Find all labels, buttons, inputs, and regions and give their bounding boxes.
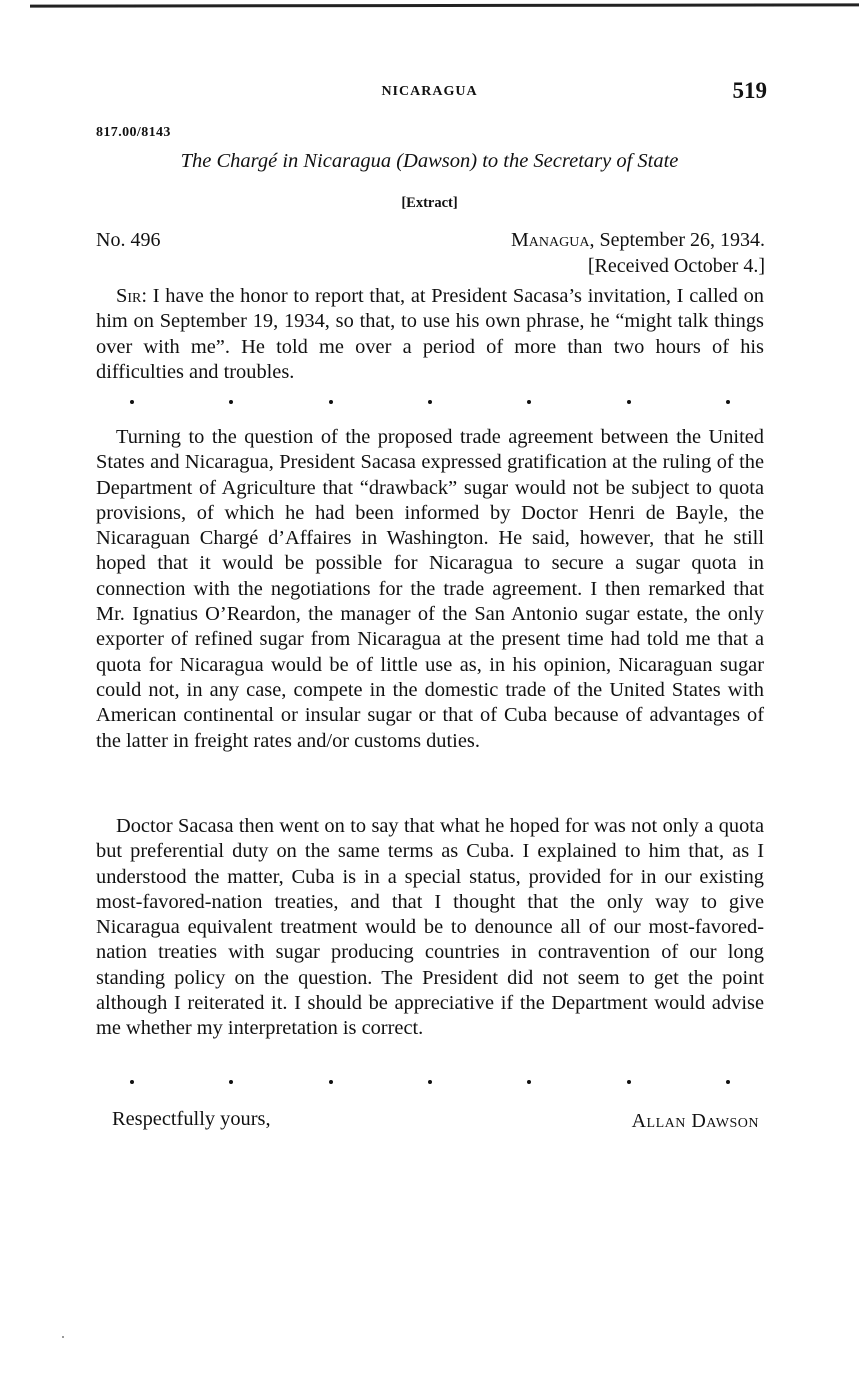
ellipsis-dot [428, 400, 432, 404]
ellipsis-dot [229, 1080, 233, 1084]
extract-note: [Extract] [401, 195, 458, 211]
page-number: 519 [732, 78, 767, 103]
paragraph-2: Turning to the question of the proposed trade agreement between the United States and Nicaragua, President Sacasa expressed gratification at the ruling of the Department of Agriculture that “drawback” sugar would not be subject to quota provisions, of which he had been informed by Doctor Henri de Bayle, the Nicaraguan Chargé d’Affaires in Washington. He said, however, that he still hoped that it would be possible for Nicaragua to secure a sugar quota in connection with the negotiations for the trade agreement. I then remarked that Mr. Ignatius O’Reardon, the manager of the San Antonio sugar estate, the only exporter of refined sugar from Nicaragua at the present time had told me that a quota for Nicaragua would be of little use as, in his opinion, Nicaraguan sugar could not, in any case, compete in the domestic trade of the United States with American continental or insular sugar or that of Cuba because of advantages of the latter in freight rates and/or customs duties. [96, 426, 764, 752]
ellipsis-dot [527, 1080, 531, 1084]
ellipsis-dot [329, 1080, 333, 1084]
ellipsis-dot [627, 1080, 631, 1084]
signature-name: Allan Dawson [631, 1110, 759, 1132]
ellipsis-dot [229, 400, 233, 404]
top-rule [30, 3, 859, 7]
paragraph-1 [96, 284, 764, 385]
document-title: The Chargé in Nicaragua (Dawson) to the Secretary of State [180, 150, 679, 172]
dateline-date: , September 26, 1934. [589, 229, 765, 251]
ellipsis-dot [627, 400, 631, 404]
ellipsis-dot [329, 400, 333, 404]
dateline-place: Managua [511, 229, 590, 251]
paragraph-3: Doctor Sacasa then went on to say that what he hoped for was not only a quota but preferential duty on the same terms as Cuba. I explained to him that, as I understood the matter, Cuba is in a special status, provided for in our existing most-favored-nation treaties, and that I thought that the only way to give Nicaragua equivalent treatment would be to denounce all of our most-favored-nation treaties with sugar producing countries in contravention of our long standing policy on the question. The President did not seem to get the point although I reiterated it. I should be appreciative if the Department would advise me whether my interpretation is correct. [96, 815, 764, 1040]
ellipsis-dot [130, 400, 134, 404]
ellipsis-dot [726, 1080, 730, 1084]
complimentary-close: Respectfully yours, [112, 1108, 271, 1130]
ellipsis-dot [527, 400, 531, 404]
ellipsis-divider [130, 1080, 730, 1090]
ellipsis-divider [130, 400, 730, 410]
dateline [511, 229, 765, 252]
ellipsis-dot [726, 400, 730, 404]
ellipsis-dot [130, 1080, 134, 1084]
received-date: [Received October 4.] [587, 255, 765, 277]
despatch-number: No. 496 [96, 229, 161, 251]
scan-speck [62, 1336, 64, 1338]
salutation: Sir [116, 285, 142, 307]
paragraph-1-text: : I have the honor to report that, at President Sacasa’s invitation, I called on him on September 19, 1934, so that, to use his own phrase, he “might talk things over with me”. He told me over a period of more than two hours of his difficulties and troubles. [96, 285, 764, 383]
running-head: NICARAGUA [381, 84, 478, 99]
file-number: 817.00/8143 [96, 125, 171, 140]
ellipsis-dot [428, 1080, 432, 1084]
